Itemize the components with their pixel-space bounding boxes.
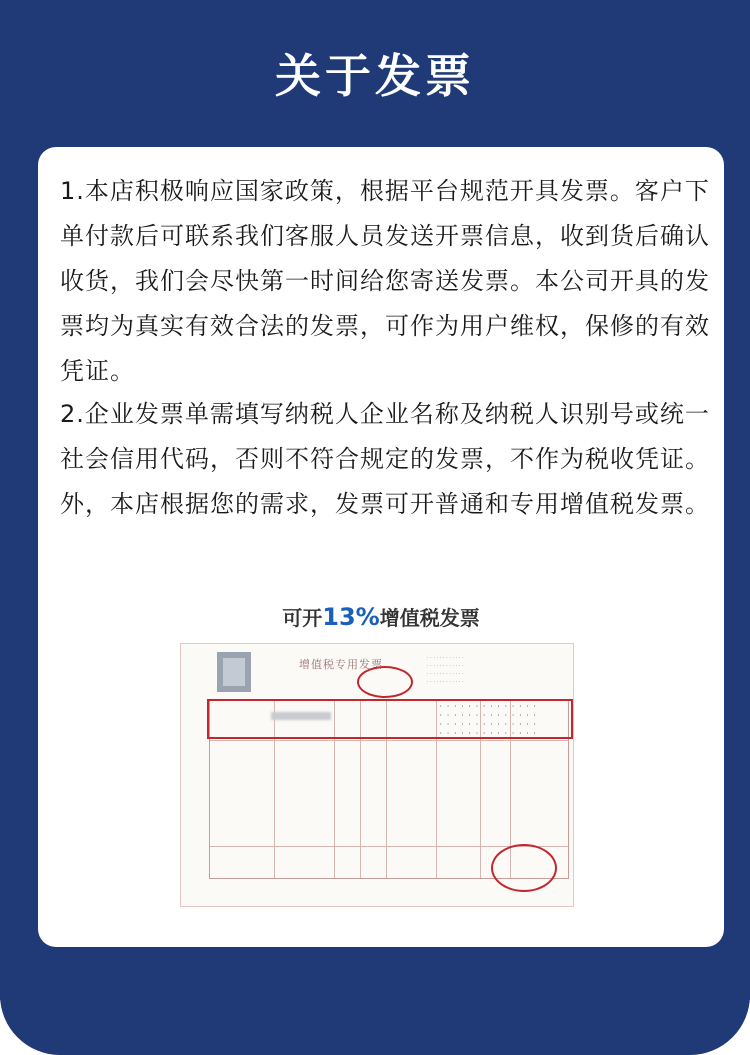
qr-code-icon [217,652,251,692]
invoice-seal-bottom [491,844,557,892]
caption-percent: 13% [322,603,380,631]
paragraph-2: 2.企业发票单需填写纳税人企业名称及纳税人识别号或统一社会信用代码，否则不符合规定的发票，不作为税收凭证。外，本店根据您的需求，发票可开普通和专用增值税发票。 [60,400,710,518]
invoice-caption [38,602,724,631]
paragraph-1: 1.本店积极响应国家政策，根据平台规范开具发票。客户下单付款后可联系我们客服人员发送开票信息，收到货后确认收货，我们会尽快第一时间给您寄送发票。本公司开具的发票均为真实有效合法的发票，可作为用户维权，保修的有效凭证。 [60,177,710,385]
content-card [38,147,724,947]
cipher-area-graphic: · · · · · · · · · · · · · · · · · · · · · · · · · · · · · · · · · · · · · · · · · · · · · · · · · · · · · · · · [439,703,537,737]
page-title: 关于发票 [275,49,475,103]
invoice-seal-top [357,666,413,698]
bottom-curve [0,960,750,1055]
invoice-meta-graphic: · · · · · · · · · · · · · · · · · · · · · · · · · · · · · · · · · · · · · · · · · · · · · · · · [427,655,464,685]
buyer-info-blurred [271,712,331,720]
invoice-image [180,643,574,907]
caption-prefix: 可开 [282,606,323,630]
caption-suffix: 增值税发票 [379,606,480,630]
invoice-header-graphic: 增值税专用发票 [299,658,383,671]
